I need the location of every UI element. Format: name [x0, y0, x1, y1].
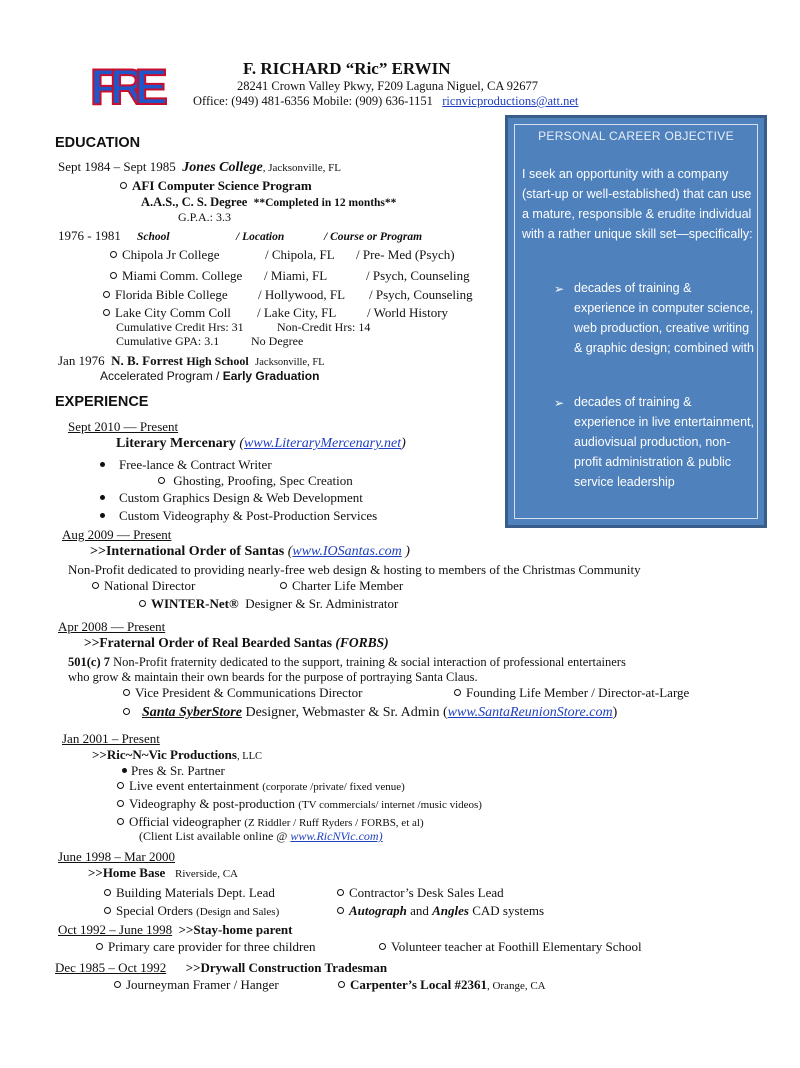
school-row: Florida Bible College: [103, 288, 228, 302]
lm-item: Custom Graphics Design & Web Development: [100, 491, 363, 505]
school-location: / Chipola, FL: [265, 247, 335, 262]
school-location: / Miami, FL: [264, 268, 328, 283]
jones-line: [58, 160, 341, 175]
jones-name: Jones College: [182, 160, 263, 175]
ios-title: >>International Order of Santas (www.IOSantas.com ): [90, 544, 410, 559]
circle-bullet-icon: [123, 689, 130, 696]
circle-bullet-icon: [337, 907, 344, 914]
circle-bullet-icon: [104, 889, 111, 896]
forbs-role: Founding Life Member / Director-at-Large: [454, 686, 689, 700]
circle-bullet-icon: [454, 689, 461, 696]
arrow-bullet-icon: ➢: [554, 282, 565, 296]
col-school: School: [137, 231, 170, 243]
school-course: / Pre- Med (Psych): [356, 247, 455, 262]
arrow-bullet-icon: ➢: [554, 396, 565, 410]
objective-body: I seek an opportunity with a company (start-up or well-established) that can use a mature, responsible & erudite individual with a rather unique skill set—specifically:: [522, 167, 753, 241]
hb-title: >>Home Base Riverside, CA: [88, 865, 238, 880]
forbs-title: >>Fraternal Order of Real Bearded Santas (FORBS): [84, 635, 389, 650]
bullet-icon: [100, 513, 105, 518]
circle-bullet-icon: [110, 272, 117, 279]
ios-role: Charter Life Member: [280, 579, 403, 593]
phones: Office: (949) 481-6356 Mobile: (909) 636-1151: [193, 94, 433, 108]
experience-heading: EXPERIENCE: [55, 394, 149, 410]
forbs-dates: Apr 2008 — Present: [58, 619, 166, 634]
sh-role: Volunteer teacher at Foothill Elementary School: [379, 940, 642, 954]
school-location: / Hollywood, FL: [258, 287, 346, 302]
no-degree: No Degree: [251, 334, 304, 348]
forbs-store: Santa SyberStore Designer, Webmaster & Sr. Admin (www.SantaReunionStore.com): [123, 705, 617, 720]
store-url-link[interactable]: www.SantaReunionStore.com: [447, 705, 613, 720]
aas-degree: A.A.S., C. S. Degree **Completed in 12 months**: [141, 195, 397, 209]
rnv-item: Live event entertainment (corporate /private/ fixed venue): [117, 779, 405, 793]
circle-bullet-icon: [114, 981, 121, 988]
lm-subitem: Ghosting, Proofing, Spec Creation: [158, 474, 353, 488]
lm-item: Free-lance & Contract Writer: [100, 458, 272, 472]
ios-desc: Non-Profit dedicated to providing nearly-free web design & hosting to members of the Christmas Community: [68, 562, 641, 577]
education-heading: EDUCATION: [55, 135, 141, 151]
afi-program: AFI Computer Science Program: [120, 179, 312, 193]
jones-gpa: G.P.A.: 3.3: [178, 210, 232, 224]
circle-bullet-icon: [96, 943, 103, 950]
ios-dates: Aug 2009 — Present: [62, 527, 172, 542]
circle-bullet-icon: [103, 291, 110, 298]
circle-bullet-icon: [104, 907, 111, 914]
circle-bullet-icon: [103, 309, 110, 316]
rnv-item: Videography & post-production (TV commercials/ internet /music videos): [117, 797, 482, 811]
hb-dates: June 1998 – Mar 2000: [58, 849, 175, 864]
forbs-desc2: who grow & maintain their own beards for the purpose of portraying Santa Claus.: [68, 670, 478, 684]
forbs-desc1: 501(c) 7 Non-Profit fraternity dedicated to the support, training & social interaction of professional entertainers: [68, 655, 626, 669]
circle-bullet-icon: [139, 600, 146, 607]
ios-role: National Director: [92, 579, 195, 593]
noncredit-hrs: Non-Credit Hrs: 14: [277, 320, 371, 334]
sh-line: Oct 1992 – June 1998 >>Stay-home parent: [58, 922, 293, 937]
jones-location: , Jacksonville, FL: [262, 162, 341, 174]
ios-role: WINTER-Net® Designer & Sr. Administrator: [139, 597, 398, 611]
school-location: / Lake City, FL: [257, 305, 337, 320]
logo-text: FRE: [90, 59, 166, 110]
circle-bullet-icon: [92, 582, 99, 589]
hb-role: Building Materials Dept. Lead: [104, 886, 275, 900]
candidate-name: F. RICHARD “Ric” ERWIN: [243, 59, 451, 78]
bullet-icon: [122, 768, 127, 773]
circle-bullet-icon: [120, 182, 127, 189]
lm-item: Custom Videography & Post-Production Services: [100, 509, 377, 523]
circle-bullet-icon: [117, 800, 124, 807]
dw-role: Journeyman Framer / Hanger: [114, 978, 279, 992]
objective-bullet-1: decades of training & experience in computer science, web production, creative writing & graphic design; combined with: [574, 281, 754, 355]
lm-title: Literary Mercenary (www.LiteraryMercenary.net): [116, 436, 406, 451]
circle-bullet-icon: [379, 943, 386, 950]
circle-bullet-icon: [337, 889, 344, 896]
school-row: Chipola Jr College: [110, 248, 220, 262]
rnv-partner: Pres & Sr. Partner: [122, 764, 225, 778]
lm-url-link[interactable]: www.LiteraryMercenary.net: [244, 436, 402, 451]
address: 28241 Crown Valley Pkwy, F209 Laguna Niguel, CA 92677: [237, 79, 539, 93]
bullet-icon: [100, 462, 105, 467]
career-objective-box: [505, 115, 767, 528]
rnv-clients: (Client List available online @ www.RicNVic.com): [139, 829, 383, 843]
contact-line: [193, 95, 578, 109]
circle-bullet-icon: [338, 981, 345, 988]
dw-line: Dec 1985 – Oct 1992 >>Drywall Construction Tradesman: [55, 960, 388, 975]
jones-dates: Sept 1984 – Sept 1985: [58, 159, 176, 174]
circle-bullet-icon: [110, 251, 117, 258]
hs-line: Jan 1976 N. B. Forrest High School Jacksonville, FL: [58, 353, 325, 368]
forbs-role: Vice President & Communications Director: [123, 686, 362, 700]
bullet-icon: [100, 495, 105, 500]
college-range: 1976 - 1981: [58, 228, 121, 243]
lm-dates: Sept 2010 — Present: [68, 419, 179, 434]
sh-role: Primary care provider for three children: [96, 940, 316, 954]
circle-bullet-icon: [117, 782, 124, 789]
hb-role: Contractor’s Desk Sales Lead: [337, 886, 504, 900]
fre-logo: [88, 58, 168, 110]
school-course: / Psych, Counseling: [369, 287, 473, 302]
col-course: / Course or Program: [324, 231, 423, 243]
email-link[interactable]: ricnvicproductions@att.net: [442, 94, 579, 108]
school-row: Miami Comm. College: [110, 269, 242, 283]
circle-bullet-icon: [158, 477, 165, 484]
rnv-dates: Jan 2001 – Present: [62, 731, 160, 746]
rnv-url-link[interactable]: www.RicNVic.com): [290, 829, 383, 843]
rnv-item: Official videographer (Z Riddler / Ruff Ryders / FORBS, et al): [117, 815, 424, 829]
school-course: / World History: [367, 305, 449, 320]
hb-role: Special Orders (Design and Sales): [104, 904, 279, 918]
col-location: / Location: [236, 231, 285, 243]
school-row: Lake City Comm Coll: [103, 306, 231, 320]
circle-bullet-icon: [117, 818, 124, 825]
ios-url-link[interactable]: www.IOSantas.com: [292, 544, 402, 559]
hs-note: Accelerated Program / Early Graduation: [100, 369, 320, 383]
objective-title: PERSONAL CAREER OBJECTIVE: [538, 129, 734, 143]
circle-bullet-icon: [280, 582, 287, 589]
credit-hrs: Cumulative Credit Hrs: 31: [116, 320, 244, 334]
circle-bullet-icon: [123, 708, 130, 715]
school-course: / Psych, Counseling: [366, 268, 470, 283]
hb-role: Autograph and Angles CAD systems: [337, 904, 544, 918]
dw-role: Carpenter’s Local #2361, Orange, CA: [338, 978, 546, 992]
objective-bullet-2: decades of training & experience in live entertainment, audiovisual production, non-profit administration & public service leadership: [574, 395, 754, 489]
cum-gpa: Cumulative GPA: 3.1: [116, 334, 220, 348]
rnv-title: >>Ric~N~Vic Productions, LLC: [92, 747, 263, 762]
